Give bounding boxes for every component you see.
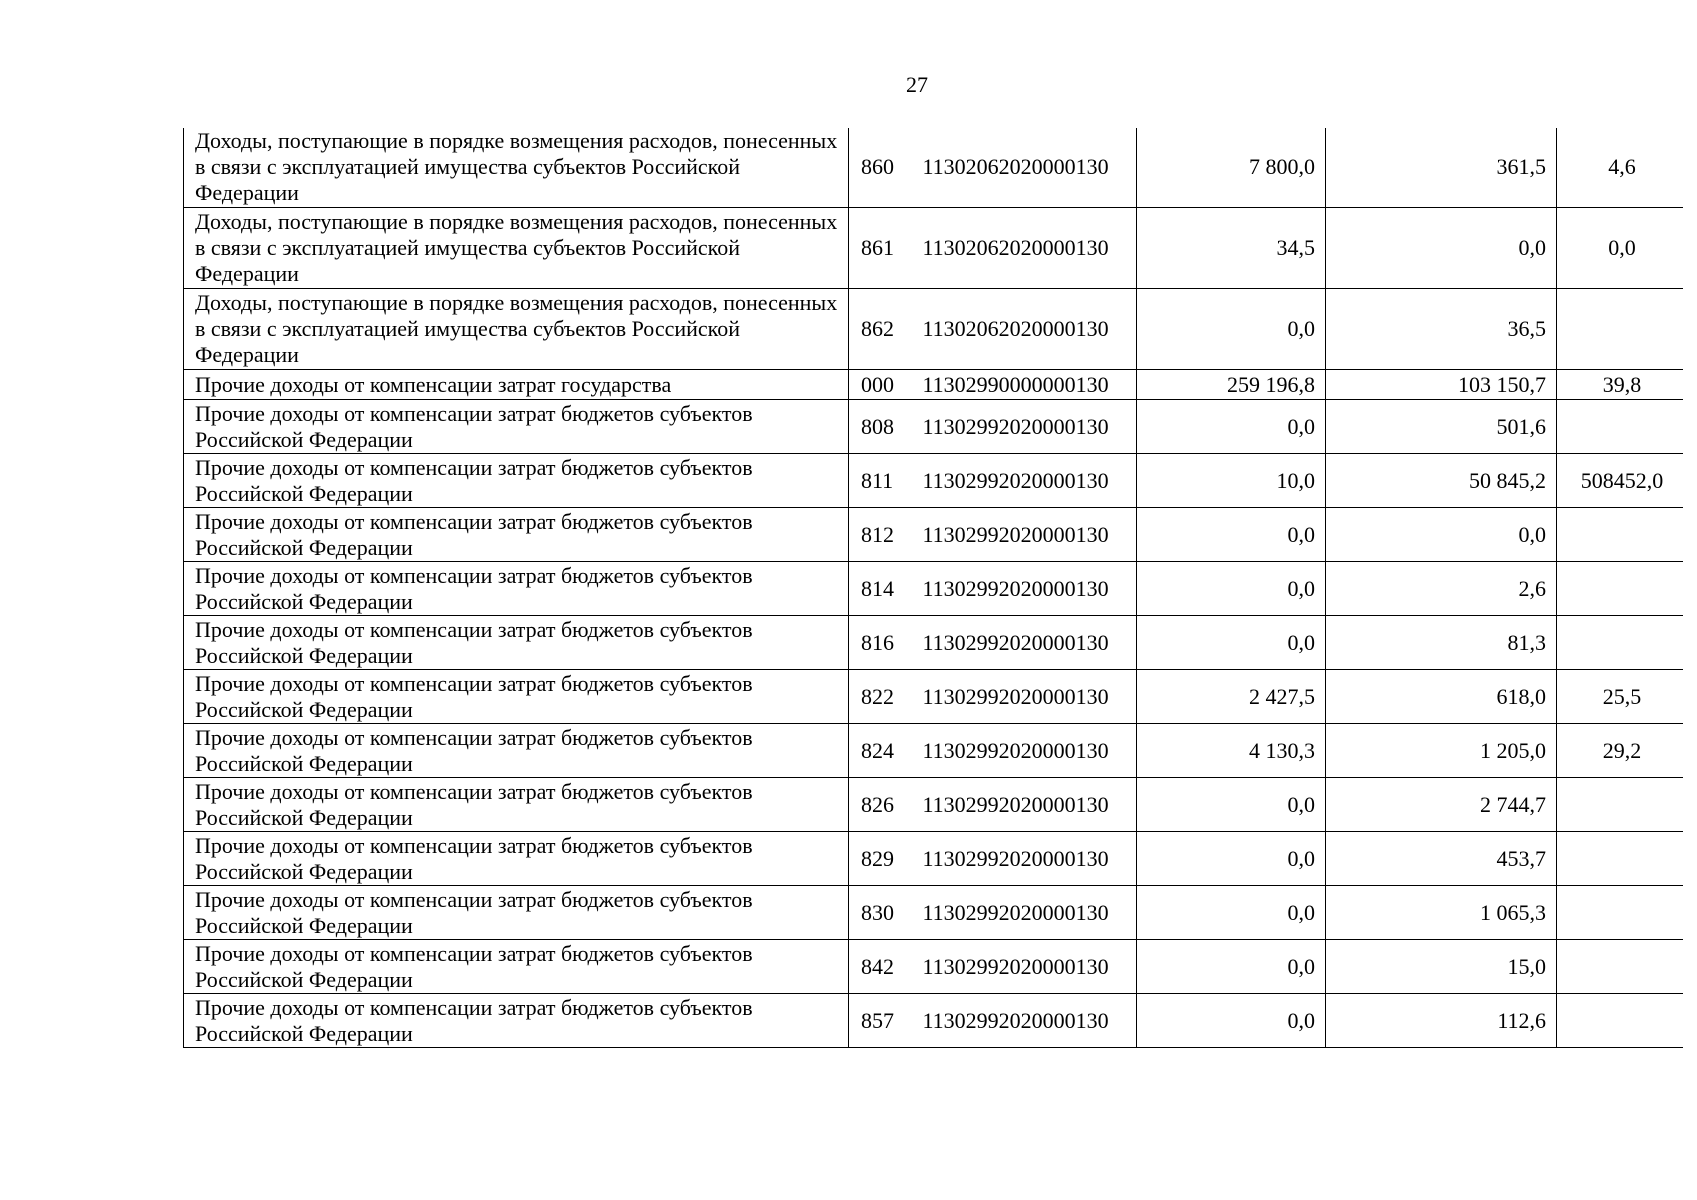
admin-code-cell: 862 xyxy=(849,289,907,370)
fact-amount-cell: 112,6 xyxy=(1326,994,1557,1048)
revenue-name-cell: Прочие доходы от компенсации затрат бюджетов субъектов Российской Федерации xyxy=(184,832,849,886)
revenue-name-cell: Доходы, поступающие в порядке возмещения расходов, понесенных в связи с эксплуатацией имущества субъектов Российской Федерации xyxy=(184,208,849,289)
percent-cell: 508452,0 xyxy=(1557,454,1684,508)
fact-amount-cell: 2,6 xyxy=(1326,562,1557,616)
plan-amount-cell: 0,0 xyxy=(1137,940,1326,994)
fact-amount-cell: 0,0 xyxy=(1326,508,1557,562)
table-row xyxy=(184,616,1684,670)
plan-amount-cell: 0,0 xyxy=(1137,562,1326,616)
revenue-name-cell: Прочие доходы от компенсации затрат бюджетов субъектов Российской Федерации xyxy=(184,616,849,670)
table-row xyxy=(184,562,1684,616)
plan-amount-cell: 0,0 xyxy=(1137,400,1326,454)
percent-cell xyxy=(1557,994,1684,1048)
budget-code-cell: 11302992020000130 xyxy=(907,778,1137,832)
budget-code-cell: 11302992020000130 xyxy=(907,670,1137,724)
budget-code-cell: 11302992020000130 xyxy=(907,562,1137,616)
percent-cell xyxy=(1557,886,1684,940)
revenue-name-cell: Доходы, поступающие в порядке возмещения расходов, понесенных в связи с эксплуатацией имущества субъектов Российской Федерации xyxy=(184,289,849,370)
table-row xyxy=(184,508,1684,562)
percent-cell xyxy=(1557,400,1684,454)
budget-code-cell: 11302992020000130 xyxy=(907,940,1137,994)
admin-code-cell: 842 xyxy=(849,940,907,994)
table-row xyxy=(184,886,1684,940)
admin-code-cell: 822 xyxy=(849,670,907,724)
budget-code-cell: 11302992020000130 xyxy=(907,616,1137,670)
plan-amount-cell: 2 427,5 xyxy=(1137,670,1326,724)
admin-code-cell: 808 xyxy=(849,400,907,454)
revenue-name-cell: Прочие доходы от компенсации затрат бюджетов субъектов Российской Федерации xyxy=(184,994,849,1048)
percent-cell xyxy=(1557,289,1684,370)
fact-amount-cell: 1 065,3 xyxy=(1326,886,1557,940)
fact-amount-cell: 618,0 xyxy=(1326,670,1557,724)
fact-amount-cell: 81,3 xyxy=(1326,616,1557,670)
percent-cell: 29,2 xyxy=(1557,724,1684,778)
admin-code-cell: 812 xyxy=(849,508,907,562)
revenue-name-cell: Прочие доходы от компенсации затрат бюджетов субъектов Российской Федерации xyxy=(184,400,849,454)
table-row xyxy=(184,994,1684,1048)
percent-cell xyxy=(1557,562,1684,616)
table-row xyxy=(184,670,1684,724)
plan-amount-cell: 0,0 xyxy=(1137,508,1326,562)
fact-amount-cell: 453,7 xyxy=(1326,832,1557,886)
revenue-name-cell: Прочие доходы от компенсации затрат государства xyxy=(184,370,849,400)
budget-code-cell: 11302992020000130 xyxy=(907,400,1137,454)
table-row xyxy=(184,289,1684,370)
admin-code-cell: 829 xyxy=(849,832,907,886)
percent-cell: 25,5 xyxy=(1557,670,1684,724)
budget-code-cell: 11302992020000130 xyxy=(907,994,1137,1048)
fact-amount-cell: 2 744,7 xyxy=(1326,778,1557,832)
revenue-name-cell: Прочие доходы от компенсации затрат бюджетов субъектов Российской Федерации xyxy=(184,454,849,508)
budget-code-cell: 11302992020000130 xyxy=(907,724,1137,778)
percent-cell xyxy=(1557,508,1684,562)
fact-amount-cell: 15,0 xyxy=(1326,940,1557,994)
admin-code-cell: 814 xyxy=(849,562,907,616)
percent-cell: 4,6 xyxy=(1557,128,1684,208)
fact-amount-cell: 361,5 xyxy=(1326,128,1557,208)
admin-code-cell: 824 xyxy=(849,724,907,778)
admin-code-cell: 826 xyxy=(849,778,907,832)
revenue-name-cell: Прочие доходы от компенсации затрат бюджетов субъектов Российской Федерации xyxy=(184,724,849,778)
budget-code-cell: 11302992020000130 xyxy=(907,508,1137,562)
plan-amount-cell: 4 130,3 xyxy=(1137,724,1326,778)
admin-code-cell: 830 xyxy=(849,886,907,940)
percent-cell xyxy=(1557,616,1684,670)
revenue-name-cell: Доходы, поступающие в порядке возмещения расходов, понесенных в связи с эксплуатацией имущества субъектов Российской Федерации xyxy=(184,128,849,208)
revenue-name-cell: Прочие доходы от компенсации затрат бюджетов субъектов Российской Федерации xyxy=(184,940,849,994)
admin-code-cell: 816 xyxy=(849,616,907,670)
budget-code-cell: 11302062020000130 xyxy=(907,289,1137,370)
table-row xyxy=(184,400,1684,454)
budget-code-cell: 11302992020000130 xyxy=(907,886,1137,940)
table-row xyxy=(184,724,1684,778)
plan-amount-cell: 0,0 xyxy=(1137,778,1326,832)
plan-amount-cell: 10,0 xyxy=(1137,454,1326,508)
plan-amount-cell: 0,0 xyxy=(1137,616,1326,670)
admin-code-cell: 000 xyxy=(849,370,907,400)
budget-code-cell: 11302992020000130 xyxy=(907,832,1137,886)
table-row xyxy=(184,940,1684,994)
percent-cell xyxy=(1557,940,1684,994)
table-row xyxy=(184,454,1684,508)
admin-code-cell: 860 xyxy=(849,128,907,208)
budget-code-cell: 11302062020000130 xyxy=(907,128,1137,208)
table-row xyxy=(184,208,1684,289)
budget-code-cell: 11302062020000130 xyxy=(907,208,1137,289)
admin-code-cell: 857 xyxy=(849,994,907,1048)
revenue-name-cell: Прочие доходы от компенсации затрат бюджетов субъектов Российской Федерации xyxy=(184,886,849,940)
plan-amount-cell: 0,0 xyxy=(1137,994,1326,1048)
plan-amount-cell: 0,0 xyxy=(1137,886,1326,940)
percent-cell xyxy=(1557,832,1684,886)
plan-amount-cell: 0,0 xyxy=(1137,289,1326,370)
percent-cell: 39,8 xyxy=(1557,370,1684,400)
admin-code-cell: 811 xyxy=(849,454,907,508)
plan-amount-cell: 7 800,0 xyxy=(1137,128,1326,208)
plan-amount-cell: 0,0 xyxy=(1137,832,1326,886)
admin-code-cell: 861 xyxy=(849,208,907,289)
fact-amount-cell: 36,5 xyxy=(1326,289,1557,370)
revenue-name-cell: Прочие доходы от компенсации затрат бюджетов субъектов Российской Федерации xyxy=(184,562,849,616)
revenue-name-cell: Прочие доходы от компенсации затрат бюджетов субъектов Российской Федерации xyxy=(184,670,849,724)
fact-amount-cell: 50 845,2 xyxy=(1326,454,1557,508)
revenue-name-cell: Прочие доходы от компенсации затрат бюджетов субъектов Российской Федерации xyxy=(184,508,849,562)
percent-cell: 0,0 xyxy=(1557,208,1684,289)
budget-code-cell: 11302992020000130 xyxy=(907,454,1137,508)
page-number: 27 xyxy=(906,72,928,97)
revenue-name-cell: Прочие доходы от компенсации затрат бюджетов субъектов Российской Федерации xyxy=(184,778,849,832)
fact-amount-cell: 0,0 xyxy=(1326,208,1557,289)
fact-amount-cell: 103 150,7 xyxy=(1326,370,1557,400)
fact-amount-cell: 501,6 xyxy=(1326,400,1557,454)
plan-amount-cell: 259 196,8 xyxy=(1137,370,1326,400)
revenue-table-container xyxy=(183,128,1683,1048)
table-row xyxy=(184,128,1684,208)
table-row xyxy=(184,778,1684,832)
percent-cell xyxy=(1557,778,1684,832)
revenue-table xyxy=(183,128,1683,1048)
table-row xyxy=(184,832,1684,886)
budget-code-cell: 11302990000000130 xyxy=(907,370,1137,400)
table-row xyxy=(184,370,1684,400)
fact-amount-cell: 1 205,0 xyxy=(1326,724,1557,778)
plan-amount-cell: 34,5 xyxy=(1137,208,1326,289)
